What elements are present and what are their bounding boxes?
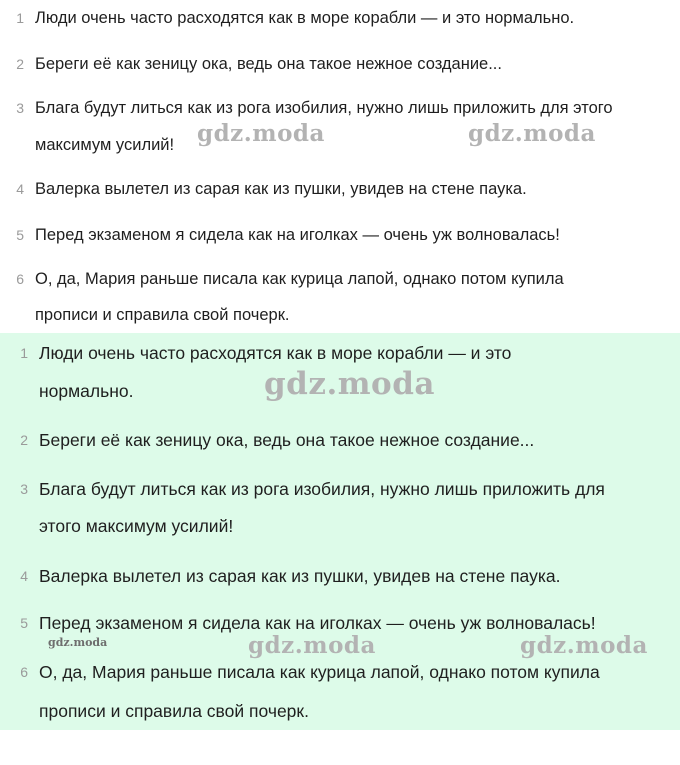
- item-text-line-1: О, да, Мария раньше писала как курица лапой, однако потом купила: [35, 270, 564, 288]
- item-text-line-2: максимум усилий!: [35, 136, 175, 154]
- item-text-line-1: О, да, Мария раньше писала как курица лапой, однако потом купила: [39, 662, 600, 682]
- item-number: 6: [16, 271, 24, 287]
- watermark: gdz.moda: [48, 636, 108, 649]
- item-number: 1: [16, 10, 24, 26]
- sentence-list-highlighted: [0, 333, 680, 730]
- item-text-line-2: этого максимум усилий!: [39, 516, 234, 536]
- item-text: Береги её как зеницу ока, ведь она такое нежное создание...: [35, 55, 502, 73]
- item-number: 5: [20, 615, 28, 631]
- watermark: gdz.moda: [264, 366, 435, 402]
- item-number: 4: [16, 181, 24, 197]
- watermark: gdz.moda: [468, 120, 596, 147]
- item-number: 2: [20, 432, 28, 448]
- item-text-line-2: прописи и справила свой почерк.: [35, 306, 290, 324]
- item-number: 3: [16, 100, 24, 116]
- item-text: Береги её как зеницу ока, ведь она такое нежное создание...: [39, 430, 535, 450]
- item-text: Валерка вылетел из сарая как из пушки, увидев на стене паука.: [39, 566, 561, 586]
- item-text-line-2: прописи и справила свой почерк.: [39, 701, 309, 721]
- item-text-line-1: Блага будут литься как из рога изобилия, нужно лишь приложить для этого: [35, 99, 613, 117]
- item-text: Перед экзаменом я сидела как на иголках — очень уж волновалась!: [39, 613, 596, 633]
- item-text-line-1: Блага будут литься как из рога изобилия, нужно лишь приложить для: [39, 479, 605, 499]
- item-text: Люди очень часто расходятся как в море корабли — и это нормально.: [35, 9, 575, 27]
- item-number: 6: [20, 664, 28, 680]
- item-number: 5: [16, 227, 24, 243]
- item-text-line-2: нормально.: [39, 381, 134, 401]
- item-text: Валерка вылетел из сарая как из пушки, увидев на стене паука.: [35, 180, 527, 198]
- item-number: 4: [20, 568, 28, 584]
- item-text: Перед экзаменом я сидела как на иголках — очень уж волновалась!: [35, 226, 560, 244]
- watermark: gdz.moda: [197, 120, 325, 147]
- item-number: 2: [16, 56, 24, 72]
- item-text-line-1: Люди очень часто расходятся как в море корабли — и это: [39, 343, 512, 363]
- sentence-list-plain: [0, 0, 680, 333]
- item-number: 3: [20, 481, 28, 497]
- watermark: gdz.moda: [520, 632, 648, 659]
- item-number: 1: [20, 345, 28, 361]
- watermark: gdz.moda: [248, 632, 376, 659]
